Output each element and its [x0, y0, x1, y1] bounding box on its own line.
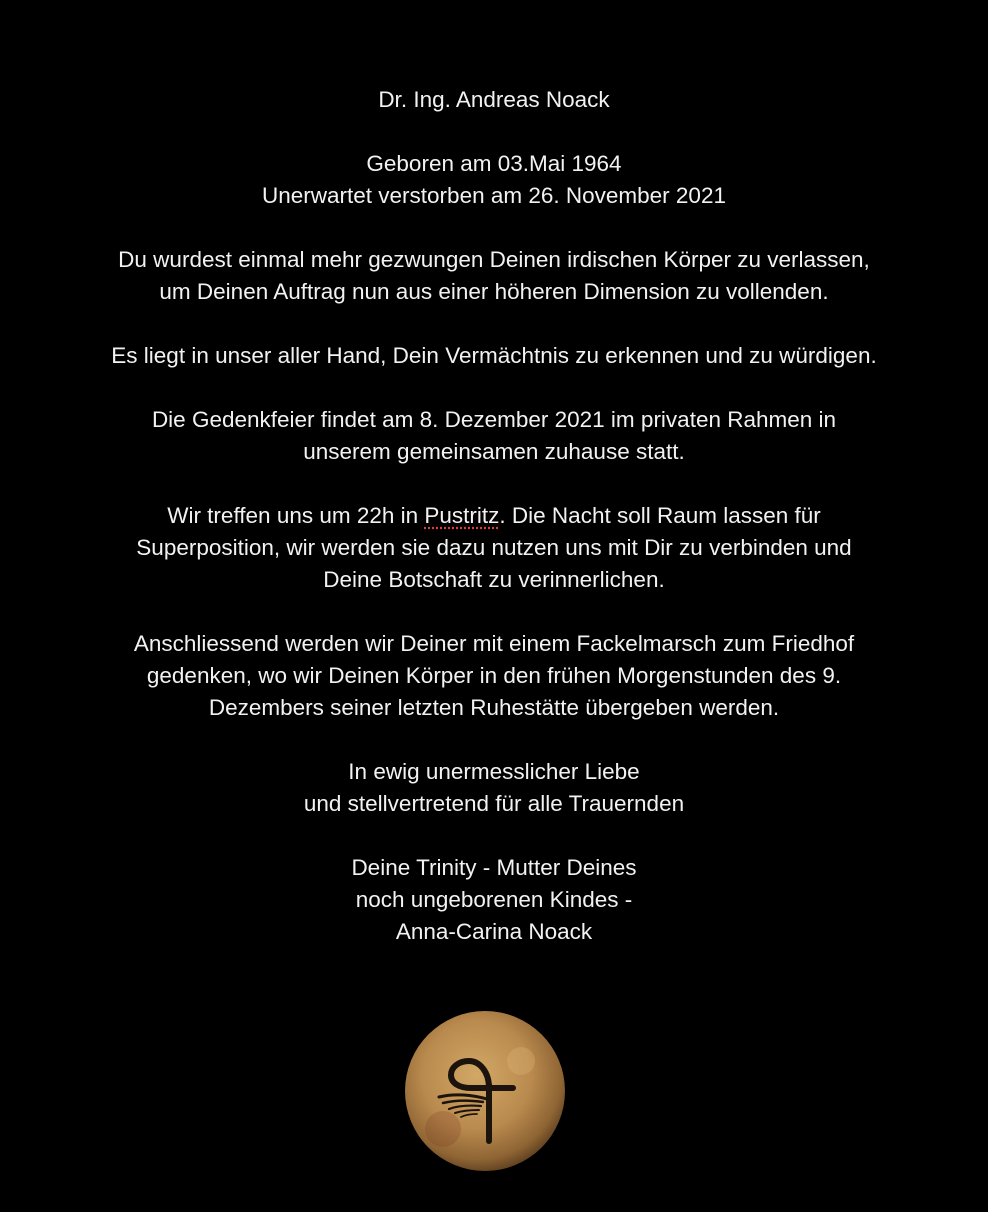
legacy-line-1: Es liegt in unser aller Hand, Dein Vermächtnis zu erkennen und zu würdigen.: [111, 343, 877, 368]
meeting-line-2: Superposition, wir werden sie dazu nutzen uns mit Dir zu verbinden und: [136, 535, 852, 560]
procession-paragraph: [0, 628, 988, 724]
birth-date: Geboren am 03.Mai 1964: [366, 151, 622, 176]
signature-line-2: noch ungeborenen Kindes -: [355, 887, 633, 912]
emblem-stain: [425, 1111, 461, 1147]
signature-block: [0, 852, 988, 948]
procession-line-3: Dezembers seiner letzten Ruhestätte übergeben werden.: [208, 695, 780, 720]
dates-block: [0, 148, 988, 212]
deceased-name: Dr. Ing. Andreas Noack: [378, 87, 610, 112]
ceremony-line-2: unserem gemeinsamen zuhause statt.: [303, 439, 685, 464]
emblem-stain-2: [507, 1047, 535, 1075]
procession-line-2: gedenken, wo wir Deinen Körper in den frühen Morgenstunden des 9.: [146, 663, 842, 688]
meeting-line-1-start: Wir treffen uns um 22h in: [167, 503, 425, 528]
message-line-1: Du wurdest einmal mehr gezwungen Deinen irdischen Körper zu verlassen,: [118, 247, 870, 272]
closing-line-2: und stellvertretend für alle Trauernden: [303, 791, 685, 816]
procession-line-1: Anschliessend werden wir Deiner mit einem Fackelmarsch zum Friedhof: [133, 631, 855, 656]
message-line-2: um Deinen Auftrag nun aus einer höheren Dimension zu vollenden.: [159, 279, 829, 304]
meeting-line-1-end: . Die Nacht soll Raum lassen für: [499, 503, 821, 528]
closing-paragraph: [0, 756, 988, 820]
deceased-name-block: [0, 84, 988, 116]
meeting-paragraph: [0, 500, 988, 596]
legacy-paragraph: [0, 340, 988, 372]
message-paragraph: [0, 244, 988, 308]
winged-ankh-emblem: [403, 1009, 567, 1173]
meeting-line-1: [0, 500, 988, 532]
obituary-text: [0, 84, 988, 980]
ceremony-paragraph: [0, 404, 988, 468]
meeting-place-misspelled: Pustritz: [424, 503, 500, 528]
death-date: Unerwartet verstorben am 26. November 2021: [262, 183, 726, 208]
ceremony-line-1: Die Gedenkfeier findet am 8. Dezember 2021 im privaten Rahmen in: [151, 407, 837, 432]
signature-name: Anna-Carina Noack: [395, 919, 593, 944]
winged-ankh-symbol-icon: [403, 1009, 567, 1173]
closing-line-1: In ewig unermesslicher Liebe: [348, 759, 640, 784]
meeting-line-3: Deine Botschaft zu verinnerlichen.: [323, 567, 665, 592]
signature-line-1: Deine Trinity - Mutter Deines: [351, 855, 637, 880]
